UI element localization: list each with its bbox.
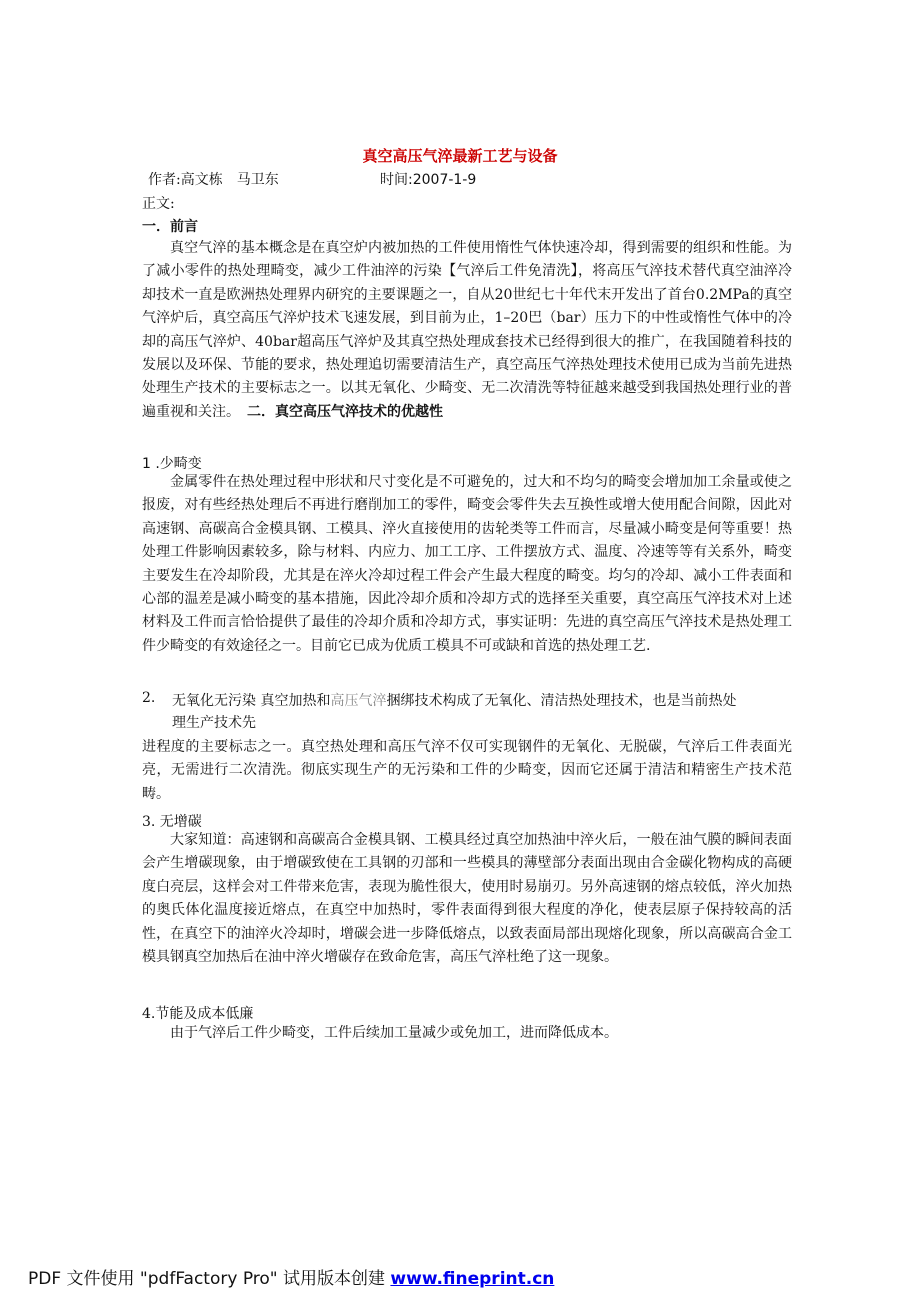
section-1-text: 真空气淬的基本概念是在真空炉内被加热的工件使用惰性气体快速冷却，得到需要的组织和性能。为了减小零件的热处理畸变，减少工件油淬的污染【气淬后工件免清洗】，将高压气淬技术替代真空油淬冷却技术一直是欧洲热处理界内研究的主要课题之一，自从20世纪七十年代末开发出了首台0.2MPa的真空气淬炉后，真空高压气淬炉技术飞速发展，到目前为止，1–20巴（bar）压力下的中性或惰性气体中的冷却的高压气淬炉、40bar超高压气淬炉及其真空热处理成套技术已经得到很大的推广，在我国随着科技的发展以及环保、节能的要求，热处理追切需要清洁生产，真空高压气淬热处理技术使用已成为当前先进热处理生产技术的主要标志之一。以其无氧化、少畸变、无二次清洗等特征越来越受到我国热处理行业的普遍重视和关注。 [142, 240, 792, 420]
date-line: 时间:2007-1-9 [380, 172, 477, 188]
pdf-footer [28, 1264, 554, 1289]
item-3-heading: 3. 无增碳 [142, 814, 202, 830]
item-2-second-line: 理生产技术先 [172, 715, 256, 731]
section-1-heading: 一．前言 [142, 219, 198, 235]
item-3-paragraph [142, 829, 792, 969]
item-3-text: 大家知道：高速钢和高碳高合金模具钢、工模具经过真空加热油中淬火后，一般在油气膜的瞬间表面会产生增碳现象，由于增碳致使在工具钢的刃部和一些模具的薄壁部分表面出现由合金碳化物构成的高硬度白亮层，这样会对工件带来危害，表现为脆性很大，使用时易崩刃。另外高速钢的熔点较低，淬火加热的奥氏体化温度接近熔点，在真空中加热时，零件表面得到很大程度的净化，使表层原子保持较高的活性，在真空下的油淬火冷却时，增碳会进一步降低熔点，以致表面局部出现熔化现象，所以高碳高合金工模具钢真空加热后在油中淬火增碳存在致命危害，高压气淬杜绝了这一现象。 [142, 832, 792, 966]
item-4-paragraph [142, 1022, 792, 1045]
footer-text: PDF 文件使用 "pdfFactory Pro" 试用版本创建 [28, 1269, 391, 1289]
item-4-heading: 4.节能及成本低廉 [142, 1006, 254, 1022]
section-1-paragraph [142, 237, 792, 424]
item-2-first-line [172, 690, 792, 710]
item-1-text: 金属零件在热处理过程中形状和尺寸变化是不可避免的，过大和不均匀的畸变会增加加工余量或使之报废，对有些经热处理后不再进行磨削加工的零件，畸变会零件失去互换性或增大使用配合间隙，因此对高速钢、高碳高合金模具钢、工模具、淬火直接使用的齿轮类等工件而言，尽量减小畸变是何等重要！热处理工件影响因素较多，除与材料、内应力、加工工序、工件摆放方式、温度、冷速等等有关系外，畸变主要发生在冷却阶段，尤其是在淬火冷却过程工件会产生最大程度的畸变。均匀的冷却、减小工件表面和心部的温差是减小畸变的基本措施，因此冷却介质和冷却方式的选择至关重要，真空高压气淬技术对上述材料及工件而言恰恰提供了最佳的冷却介质和冷却方式，事实证明：先进的真空高压气淬技术是热处理工件少畸变的有效途径之一。目前它已成为优质工模具不可或缺和首选的热处理工艺. [142, 474, 792, 654]
item-2-text-a: 无氧化无污染 真空加热和 [172, 693, 331, 709]
document-meta [148, 169, 748, 191]
item-1-paragraph [142, 471, 792, 658]
footer-link[interactable]: www.fineprint.cn [390, 1269, 555, 1289]
item-1-heading: 1 .少畸变 [142, 456, 202, 472]
section-2-heading: 二．真空高压气淬技术的优越性 [247, 403, 443, 420]
item-2-text-b: 捆绑技术构成了无氧化、清洁热处理技术，也是当前热处 [386, 693, 737, 709]
document-title: 真空高压气淬最新工艺与设备 [362, 147, 558, 165]
body-label: 正文: [142, 196, 175, 212]
item-2-text-gray: 高压气淬 [330, 693, 387, 709]
item-2-number: 2. [142, 690, 156, 706]
author-line: 作者:高文栋 马卫东 [148, 172, 279, 188]
item-4-text: 由于气淬后工件少畸变，工件后续加工量减少或免加工，进而降低成本。 [170, 1025, 618, 1041]
item-2-continuation-text: 进程度的主要标志之一。真空热处理和高压气淬不仅可实现钢件的无氧化、无脱碳，气淬后工件表面光亮，无需进行二次清洗。彻底实现生产的无污染和工件的少畸变，因而它还属于清洁和精密生产技术范畴。 [142, 739, 792, 802]
item-2-continuation [142, 736, 792, 806]
